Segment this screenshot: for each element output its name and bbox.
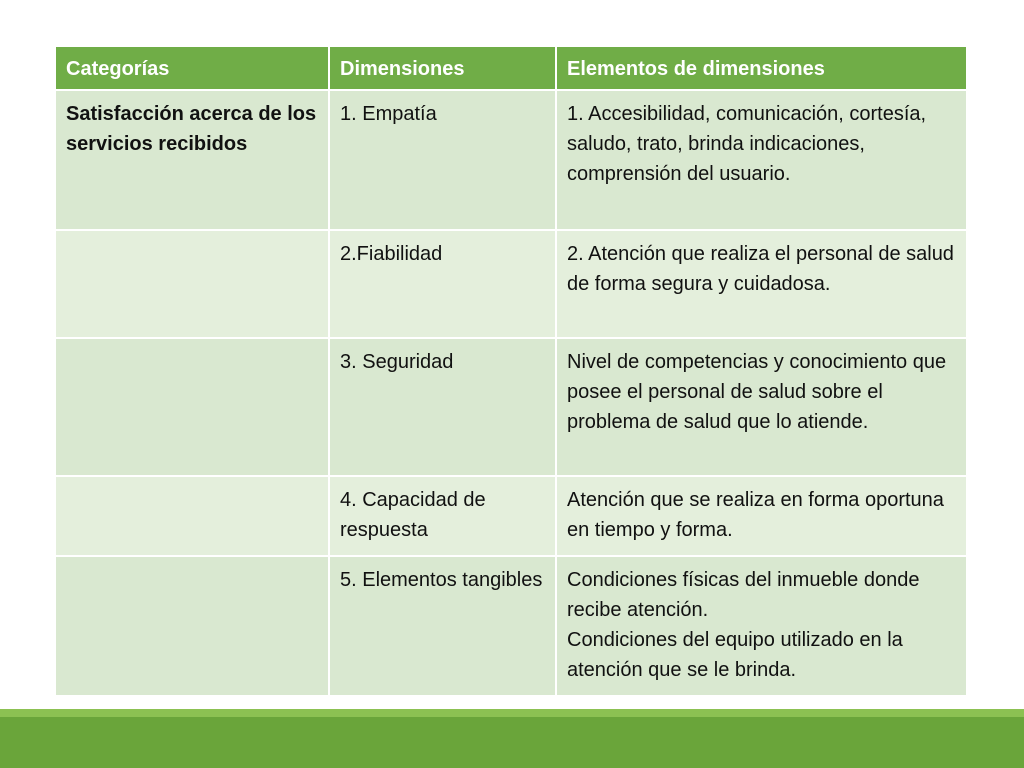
dimensions-table bbox=[54, 45, 968, 697]
elements-cell bbox=[556, 556, 967, 696]
dimension-cell: 3. Seguridad bbox=[329, 338, 556, 476]
table-row bbox=[55, 556, 967, 696]
category-cell bbox=[55, 230, 329, 338]
header-dimensiones: Dimensiones bbox=[329, 46, 556, 90]
dimension-cell: 1. Empatía bbox=[329, 90, 556, 230]
elements-cell: Nivel de competencias y conocimiento que posee el personal de salud sobre el problema de salud que lo atiende. bbox=[556, 338, 967, 476]
header-categorias: Categorías bbox=[55, 46, 329, 90]
category-cell bbox=[55, 556, 329, 696]
elements-line: Condiciones del equipo utilizado en la atención que se le brinda. bbox=[567, 629, 903, 681]
table-row bbox=[55, 476, 967, 556]
table-header-row bbox=[55, 46, 967, 90]
header-elementos: Elementos de dimensiones bbox=[556, 46, 967, 90]
elements-cell: 2. Atención que realiza el personal de salud de forma segura y cuidadosa. bbox=[556, 230, 967, 338]
elements-cell: 1. Accesibilidad, comunicación, cortesía, saludo, trato, brinda indicaciones, comprensión del usuario. bbox=[556, 90, 967, 230]
dimension-cell: 2.Fiabilidad bbox=[329, 230, 556, 338]
dimension-cell: 5. Elementos tangibles bbox=[329, 556, 556, 696]
table-row bbox=[55, 90, 967, 230]
category-cell bbox=[55, 476, 329, 556]
elements-line: Condiciones físicas del inmueble donde recibe atención. bbox=[567, 569, 920, 621]
elements-cell: Atención que se realiza en forma oportuna en tiempo y forma. bbox=[556, 476, 967, 556]
dimension-cell: 4. Capacidad de respuesta bbox=[329, 476, 556, 556]
category-cell bbox=[55, 338, 329, 476]
footer-bar bbox=[0, 717, 1024, 768]
table-row bbox=[55, 230, 967, 338]
footer-accent-bar bbox=[0, 709, 1024, 717]
category-cell: Satisfacción acerca de los servicios recibidos bbox=[55, 90, 329, 230]
table-row bbox=[55, 338, 967, 476]
